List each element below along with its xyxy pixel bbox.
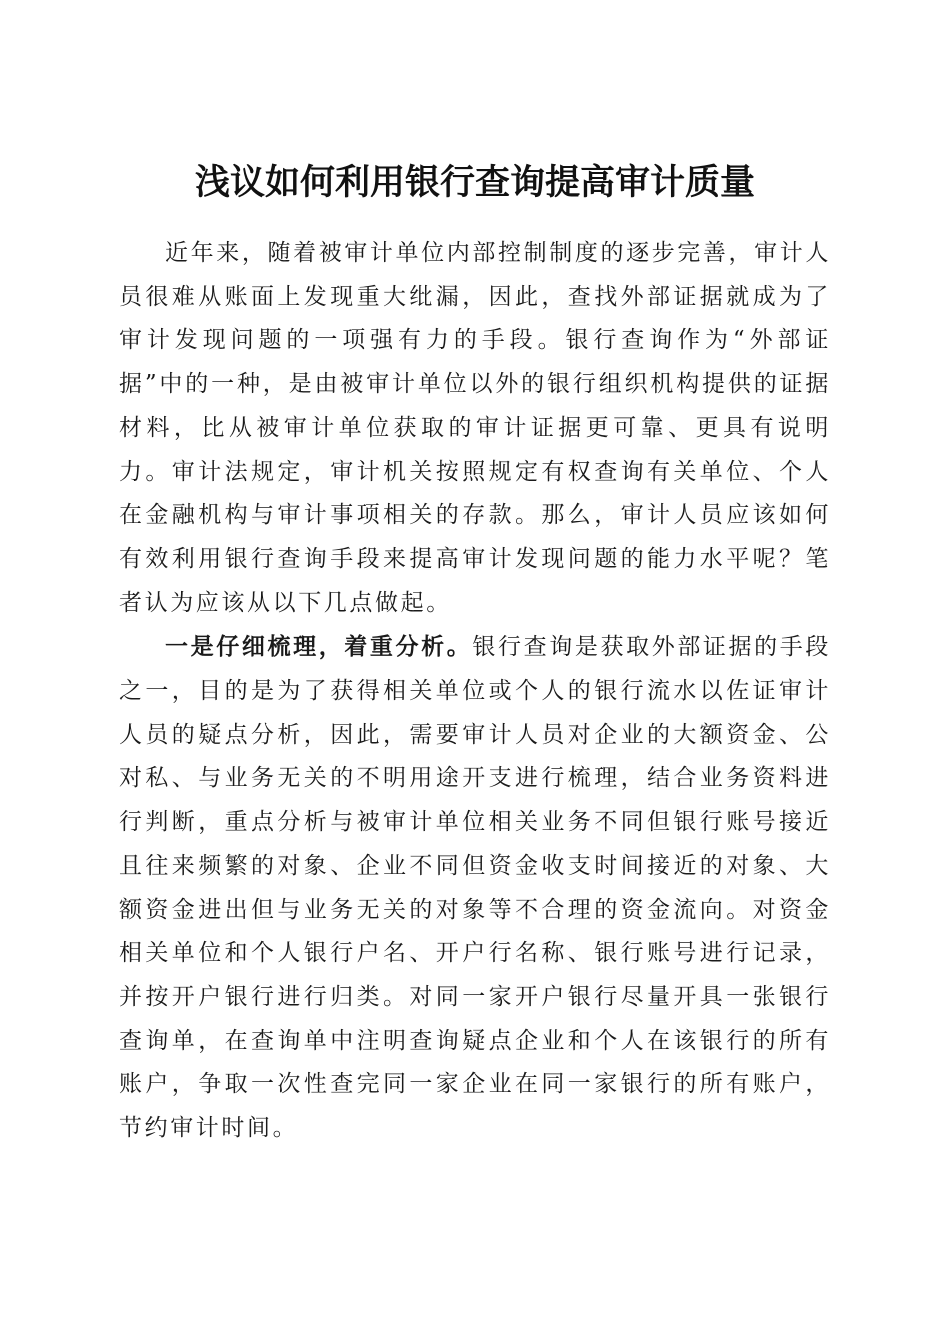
paragraph-point-one: [119, 625, 831, 1150]
document-title: 浅议如何利用银行查询提高审计质量: [194, 162, 755, 204]
paragraph-lead-heading: 一是仔细梳理，着重分析。: [165, 633, 473, 661]
document-body: [119, 232, 831, 1151]
paragraph-point-one-body: 银行查询是获取外部证据的手段之一，目的是为了获得相关单位或个人的银行流水以佐证审计人员的疑点分析，因此，需要审计人员对企业的大额资金、公对私、与业务无关的不明用途开支进行梳理，结合业务资料进行判断，重点分析与被审计单位相关业务不同但银行账号接近且往来频繁的对象、企业不同但资金收支时间接近的对象、大额资金进出但与业务无关的对象等不合理的资金流向。对资金相关单位和个人银行户名、开户行名称、银行账号进行记录，并按开户银行进行归类。对同一家开户银行尽量开具一张银行查询单，在查询单中注明查询疑点企业和个人在该银行的所有账户，争取一次性查完同一家企业在同一家银行的所有账户，节约审计时间。: [119, 634, 831, 1142]
paragraph-intro: 近年来，随着被审计单位内部控制制度的逐步完善，审计人员很难从账面上发现重大纰漏，因此，查找外部证据就成为了审计发现问题的一项强有力的手段。银行查询作为“外部证据”中的一种，是由被审计单位以外的银行组织机构提供的证据材料，比从被审计单位获取的审计证据更可靠、更具有说明力。审计法规定，审计机关按照规定有权查询有关单位、个人在金融机构与审计事项相关的存款。那么，审计人员应该如何有效利用银行查询手段来提高审计发现问题的能力水平呢？笔者认为应该从以下几点做起。: [119, 240, 831, 616]
